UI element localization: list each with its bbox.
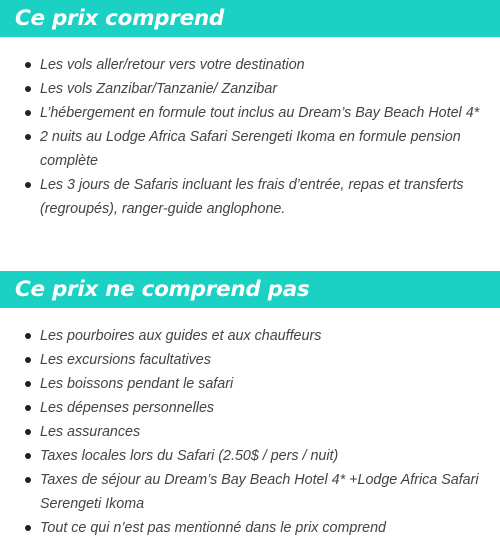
- list-item: [0, 468, 500, 516]
- bullet-icon: [25, 134, 31, 140]
- list-item: [0, 420, 500, 444]
- bullet-icon: [25, 525, 31, 531]
- list-item: [0, 125, 500, 173]
- excluded-list: [0, 308, 500, 540]
- list-item: [0, 348, 500, 372]
- list-item: [0, 77, 500, 101]
- included-list: [0, 37, 500, 221]
- list-item-text: Les vols aller/retour vers votre destination: [40, 57, 305, 73]
- list-item-text: Les 3 jours de Safaris incluant les frais d’entrée, repas et transferts (regroupés), ranger-guide anglophone.: [40, 177, 464, 217]
- included-header: [0, 0, 500, 37]
- bullet-icon: [25, 110, 31, 116]
- list-item-text: L’hébergement en formule tout inclus au Dream’s Bay Beach Hotel 4*: [40, 105, 480, 121]
- bullet-icon: [25, 381, 31, 387]
- bullet-icon: [25, 333, 31, 339]
- excluded-header: [0, 271, 500, 308]
- bullet-icon: [25, 182, 31, 188]
- list-item-text: Les dépenses personnelles: [40, 400, 215, 416]
- list-item-text: Tout ce qui n’est pas mentionné dans le prix comprend: [40, 520, 386, 536]
- list-item: [0, 516, 500, 540]
- excluded-section: [0, 271, 500, 540]
- bullet-icon: [25, 357, 31, 363]
- list-item-text: Les excursions facultatives: [40, 352, 211, 368]
- list-item-text: 2 nuits au Lodge Africa Safari Serengeti Ikoma en formule pension complète: [40, 129, 461, 169]
- bullet-icon: [25, 429, 31, 435]
- list-item: [0, 444, 500, 468]
- bullet-icon: [25, 477, 31, 483]
- bullet-icon: [25, 86, 31, 92]
- bullet-icon: [25, 405, 31, 411]
- list-item: [0, 101, 500, 125]
- list-item-text: Les assurances: [40, 424, 141, 440]
- bullet-icon: [25, 62, 31, 68]
- list-item-text: Taxes de séjour au Dream’s Bay Beach Hotel 4* +Lodge Africa Safari Serengeti Ikoma: [40, 472, 479, 512]
- list-item-text: Les boissons pendant le safari: [40, 376, 234, 392]
- list-item: [0, 396, 500, 420]
- list-item: [0, 372, 500, 396]
- list-item: [0, 324, 500, 348]
- list-item: [0, 173, 500, 221]
- list-item-text: Taxes locales lors du Safari (2.50$ / pers / nuit): [40, 448, 339, 464]
- list-item: [0, 53, 500, 77]
- included-section: [0, 0, 500, 221]
- excluded-title: Ce prix ne comprend pas: [15, 276, 310, 302]
- list-item-text: Les pourboires aux guides et aux chauffeurs: [40, 328, 322, 344]
- list-item-text: Les vols Zanzibar/Tanzanie/ Zanzibar: [40, 81, 278, 97]
- included-title: Ce prix comprend: [15, 5, 224, 31]
- bullet-icon: [25, 453, 31, 459]
